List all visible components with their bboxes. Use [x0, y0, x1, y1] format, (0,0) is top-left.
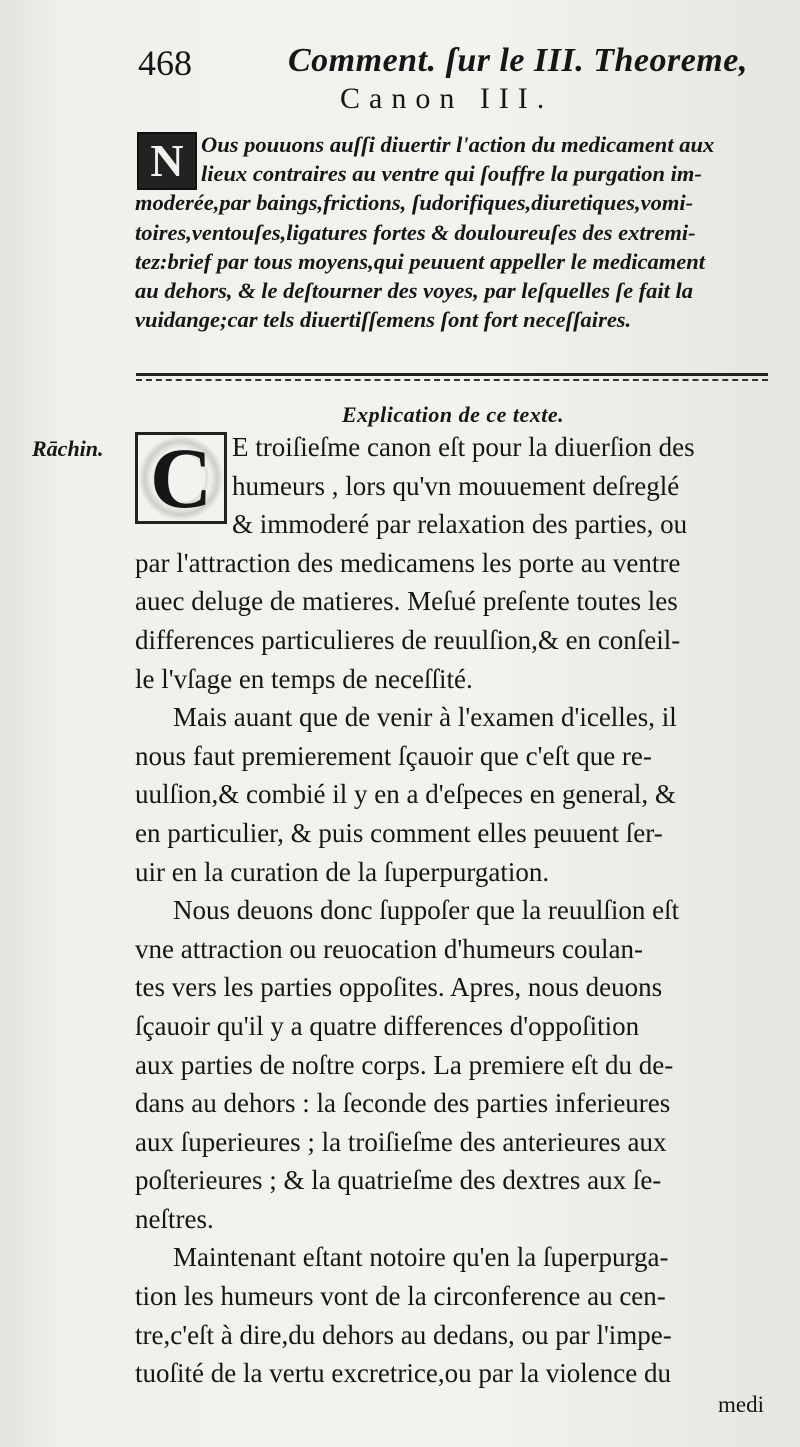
- intro-line: Ous pouuons auſſi diuertir l'action du medicament aux: [201, 132, 715, 157]
- intro-line: vuidange;car tels diuertiſſemens ſont fort neceſſaires.: [135, 307, 632, 333]
- subsection-title: Explication de ce texte.: [342, 402, 565, 427]
- text-line: ſçauoir qu'il y a quatre differences d'oppoſition: [135, 1010, 640, 1041]
- text-line: Nous deuons donc ſuppoſer que la reuulſion eſt: [173, 895, 680, 926]
- text-line: tes vers les parties oppoſites. Apres, nous deuons: [135, 972, 663, 1003]
- body-text: [135, 428, 775, 1393]
- text-line: le l'vſage en temps de neceſſité.: [135, 663, 473, 694]
- text-line: par l'attraction des medicamens les porte au ventre: [135, 547, 681, 578]
- intro-line: tez:brief par tous moyens,qui peuuent appeller le medicament: [135, 248, 705, 274]
- initial-letter: C: [149, 430, 213, 526]
- initial-letter: N: [150, 135, 184, 186]
- text-line: aux ſuperieures ; la troiſieſme des anterieures aux: [135, 1126, 667, 1157]
- text-line: & immoderé par relaxation des parties, ou: [232, 509, 688, 540]
- text-line: uir en la curation de la ſuperpurgation.: [135, 856, 550, 887]
- page-number: 468: [138, 43, 192, 83]
- text-line: auec deluge de matieres. Meſué preſente toutes les: [135, 586, 678, 617]
- text-line: tuoſité de la vertu excretrice,ou par la violence du: [135, 1358, 672, 1389]
- intro-line: toires,ventouſes,ligatures fortes & douloureuſes des extremi-: [135, 219, 696, 245]
- intro-line: moderée,par baings,frictions, ſudorifiques,diuretiques,vomi-: [135, 190, 694, 216]
- text-line: Mais auant que de venir à l'examen d'icelles, il: [173, 702, 677, 733]
- text-line: E troiſieſme canon eſt pour la diuerſion des: [232, 432, 695, 462]
- intro-line: lieux contraires au ventre qui ſouffre la purgation im-: [201, 161, 702, 187]
- intro-line: au dehors, & le deſtourner des voyes, par leſquelles ſe fait la: [135, 277, 694, 303]
- text-line: vne attraction ou reuocation d'humeurs coulan-: [135, 933, 643, 964]
- intro-paragraph: [135, 130, 767, 334]
- catchword: medi: [718, 1392, 764, 1417]
- text-line: humeurs , lors qu'vn mouuement deſreglé: [232, 470, 680, 501]
- text-line: tre,c'eſt à dire,du dehors au dedans, ou par l'impe-: [135, 1319, 672, 1350]
- text-line: neſtres.: [135, 1203, 214, 1234]
- text-line: poſterieures ; & la quatrieſme des dextres aux ſe-: [135, 1165, 662, 1196]
- text-line: Maintenant eſtant notoire qu'en la ſuperpurga-: [173, 1242, 669, 1273]
- text-line: aux parties de noſtre corps. La premiere eſt du de-: [135, 1049, 674, 1080]
- margin-note: Rāchin.: [32, 436, 104, 461]
- text-line: differences particulieres de reuulſion,& en conſeil-: [135, 624, 681, 655]
- text-line: tion les humeurs vont de la circonference au cen-: [135, 1281, 666, 1312]
- text-line: uulſion,& combié il y en a d'eſpeces en general, &: [135, 779, 676, 810]
- section-divider: [136, 373, 768, 381]
- running-head: Comment. ſur le III. Theoreme,: [288, 42, 748, 79]
- text-line: dans au dehors : la ſeconde des parties inferieures: [135, 1088, 671, 1119]
- text-line: nous faut premierement ſçauoir que c'eſt que re-: [135, 740, 652, 771]
- section-title: Canon III.: [340, 82, 554, 115]
- text-line: en particulier, & puis comment elles peuuent ſer-: [135, 817, 663, 848]
